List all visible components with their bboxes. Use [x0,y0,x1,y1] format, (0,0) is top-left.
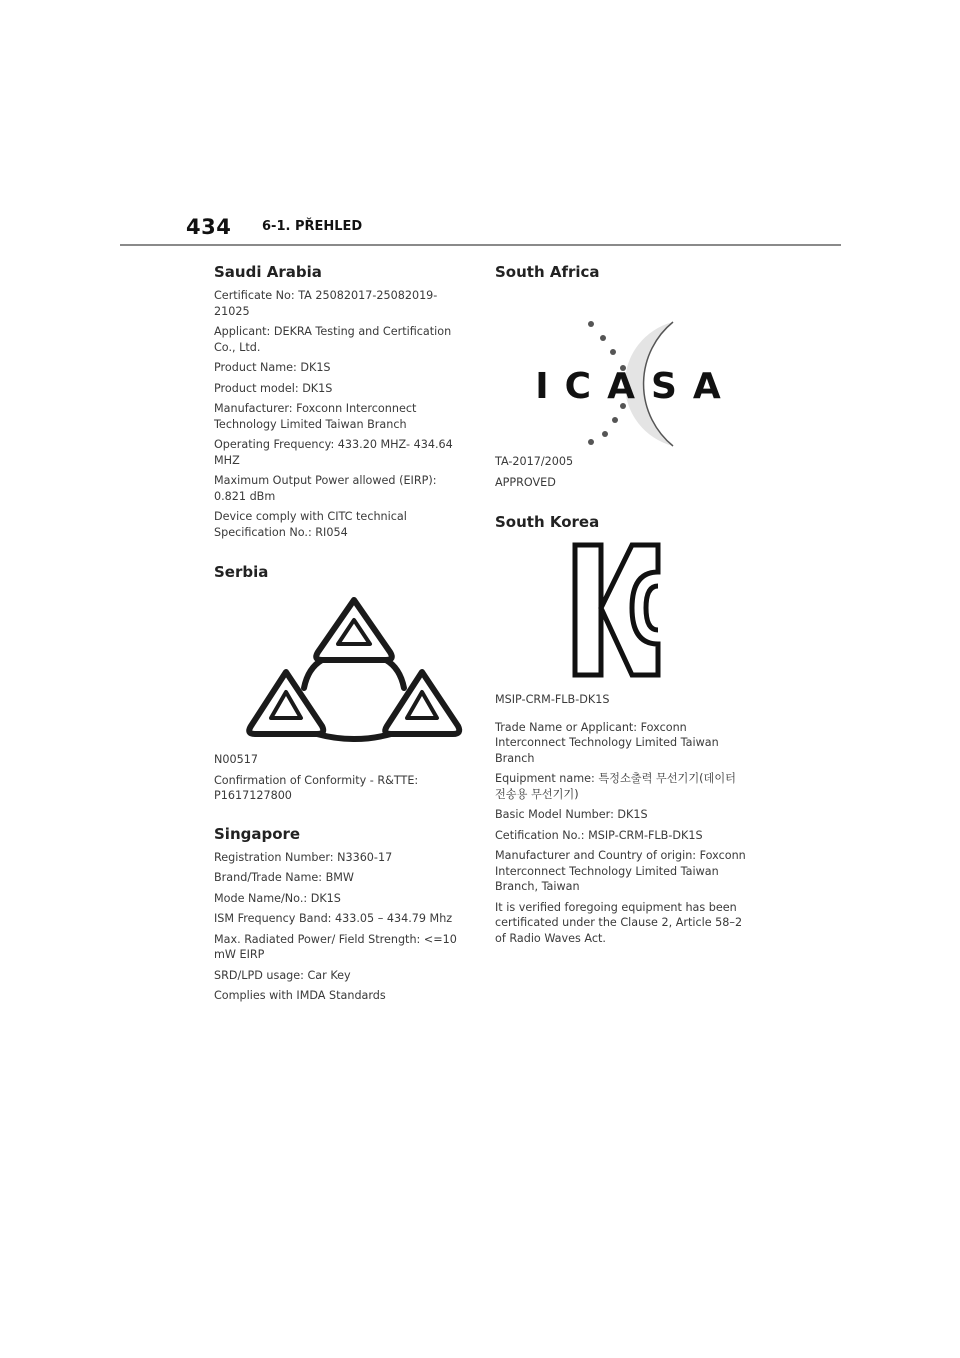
saudi-arabia-line: Operating Frequency: 433.20 MHZ- 434.64 MHZ [214,438,453,467]
header-divider [120,244,841,246]
serbia-line: N00517 [214,753,258,766]
south-korea-line: Manufacturer and Country of origin: Foxconn Interconnect Technology Limited Taiwan Branch, Taiwan [495,849,746,893]
saudi-arabia-line: Device comply with CITC technical Specification No.: RI054 [214,510,407,539]
icasa-logo-text: ICASA [535,366,737,407]
saudi-arabia-line: Product model: DK1S [214,381,333,395]
saudi-arabia-line: Manufacturer: Foxconn Interconnect Technology Limited Taiwan Branch [214,402,417,431]
saudi-arabia-line: Applicant: DEKRA Testing and Certification Co., Ltd. [214,325,452,354]
singapore-line: Brand/Trade Name: BMW [214,871,354,884]
singapore-line: ISM Frequency Band: 433.05 – 434.79 Mhz [214,912,453,925]
singapore-line: Mode Name/No.: DK1S [214,891,341,905]
south-korea-heading: South Korea [495,513,600,531]
singapore-line: Registration Number: N3360-17 [214,850,393,864]
south-korea-line: MSIP-CRM-FLB-DK1S [495,693,610,706]
singapore-heading: Singapore [214,824,301,843]
south-korea-line: Equipment name: 특정소출력 무선기기(데이터 전송용 무선기기) [495,772,736,801]
singapore-line: Max. Radiated Power/ Field Strength: <=10 mW EIRP [214,932,457,961]
serbia-line: Confirmation of Conformity - R&TTE: P1617127800 [214,773,419,802]
south-korea-line: Trade Name or Applicant: Foxconn Interconnect Technology Limited Taiwan Branch [495,720,719,765]
saudi-arabia-section [214,262,469,540]
south-korea-line: It is verified foregoing equipment has been certificated under the Clause 2, Article 58–2 of Radio Waves Act. [495,900,743,945]
singapore-line: Complies with IMDA Standards [214,989,386,1002]
saudi-arabia-line: Maximum Output Power allowed (EIRP): 0.821 dBm [214,474,437,503]
section-title: 6-1. PŘEHLED [262,219,363,234]
right-column [495,262,750,951]
saudi-arabia-line: Certificate No: TA 25082017-25082019-21025 [214,289,438,318]
south-korea-line: Cetification No.: MSIP-CRM-FLB-DK1S [495,828,703,842]
singapore-line: SRD/LPD usage: Car Key [214,968,351,982]
saudi-arabia-line: Product Name: DK1S [214,361,331,374]
kc-mark-logo-icon [572,542,662,678]
south-africa-section [495,262,750,490]
south-korea-section [495,512,750,946]
icasa-logo-icon [523,288,743,448]
south-africa-line: APPROVED [495,475,556,489]
south-africa-heading: South Africa [495,263,600,281]
south-korea-line: Basic Model Number: DK1S [495,808,648,821]
serbia-heading: Serbia [214,563,269,581]
page-number: 434 [186,215,232,239]
south-africa-line: TA-2017/2005 [495,455,574,468]
serbia-section [214,562,469,804]
left-column [214,262,469,1009]
saudi-arabia-heading: Saudi Arabia [214,263,322,281]
serbia-triangles-logo-icon [244,592,464,742]
singapore-section [214,824,469,1004]
